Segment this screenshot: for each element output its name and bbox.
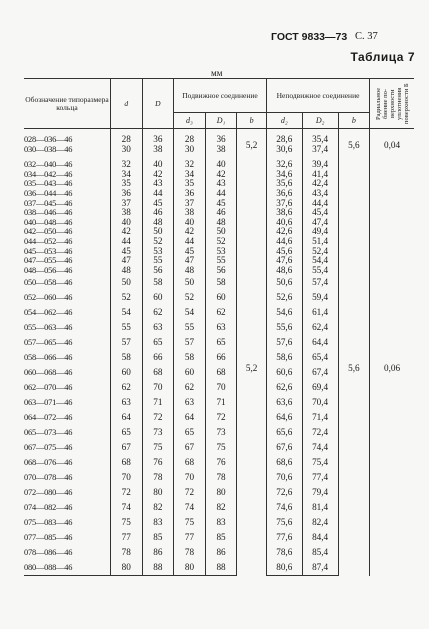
- cell-designation: 078—086—46: [24, 548, 73, 558]
- cell-D1: 72: [205, 410, 237, 425]
- cell-d3: 80: [174, 560, 206, 576]
- cell-D: 65: [142, 335, 174, 350]
- cell-D2: 51,4: [302, 237, 338, 247]
- cell-d: 42: [110, 227, 142, 237]
- cell-designation: 038—046—46: [24, 208, 73, 218]
- cell-D2: 54,4: [302, 256, 338, 266]
- cell-d2: 68,6: [266, 455, 302, 470]
- cell-d3: 60: [174, 365, 206, 380]
- cell-D2: 59,4: [302, 290, 338, 305]
- cell-d2: 50,6: [266, 275, 302, 290]
- cell-d3: 70: [174, 470, 206, 485]
- cell-D: 70: [142, 380, 174, 395]
- cell-D2: 72,4: [302, 425, 338, 440]
- cell-d: 67: [110, 440, 142, 455]
- cell-D: 46: [142, 208, 174, 218]
- cell-designation: 065—073—46: [24, 428, 73, 438]
- cell-designation: 067—075—46: [24, 443, 73, 453]
- designation-header: Обозначение типоразмера кольца: [24, 79, 110, 129]
- cell-D: 82: [142, 500, 174, 515]
- cell-D2: 85,4: [302, 545, 338, 560]
- cell-D1: 45: [205, 199, 237, 209]
- cell-d3: 30: [174, 145, 206, 155]
- D1-header: D₁: [205, 113, 237, 129]
- cell-designation: 055—063—46: [24, 323, 73, 333]
- cell-D2: 41,4: [302, 170, 338, 180]
- cell-d2: 45,6: [266, 247, 302, 257]
- cell-D1: 53: [205, 247, 237, 257]
- cell-designation: 063—071—46: [24, 398, 73, 408]
- cell-designation: 058—066—46: [24, 353, 73, 363]
- cell-D: 80: [142, 485, 174, 500]
- cell-D1: 73: [205, 425, 237, 440]
- cell-D: 72: [142, 410, 174, 425]
- cell-designation: 074—082—46: [24, 503, 73, 513]
- cell-d2: 44,6: [266, 237, 302, 247]
- cell-designation: 080—088—46: [24, 560, 110, 576]
- cell-D1: 71: [205, 395, 237, 410]
- cell-D2: 44,4: [302, 199, 338, 209]
- cell-designation: 047—055—46: [24, 256, 73, 266]
- cell-d2: 75,6: [266, 515, 302, 530]
- cell-D: 85: [142, 530, 174, 545]
- cell-D2: 35,4: [302, 135, 338, 145]
- cell-designation: 034—042—46: [24, 169, 73, 179]
- cell-d3: 36: [174, 189, 206, 199]
- cell-d: 74: [110, 500, 142, 515]
- cell-D1: 78: [205, 470, 237, 485]
- cell-d3: 58: [174, 350, 206, 365]
- cell-designation: 028—036—46: [24, 135, 73, 144]
- cell-designation: 064—072—46: [24, 413, 73, 423]
- cell-d3: 63: [174, 395, 206, 410]
- cell-d: 58: [110, 350, 142, 365]
- cell-d2: 32,6: [266, 160, 302, 170]
- cell-d: 28: [110, 135, 142, 145]
- cell-b2: 5,6: [338, 160, 370, 576]
- cell-d2: 55,6: [266, 320, 302, 335]
- table-body: [24, 129, 414, 576]
- cell-designation: 057—065—46: [24, 338, 73, 348]
- cell-D1: 86: [205, 545, 237, 560]
- cell-D1: 83: [205, 515, 237, 530]
- cell-d2: 77,6: [266, 530, 302, 545]
- cell-d2: 64,6: [266, 410, 302, 425]
- cell-d: 48: [110, 266, 142, 276]
- cell-D1: 56: [205, 266, 237, 276]
- cell-D1: 85: [205, 530, 237, 545]
- cell-d2: 28,6: [266, 135, 302, 145]
- standard-number: ГОСТ 9833—73: [271, 31, 348, 43]
- cell-D1: 58: [205, 275, 237, 290]
- cell-d3: 34: [174, 170, 206, 180]
- cell-D2: 37,4: [302, 145, 338, 155]
- cell-D: 73: [142, 425, 174, 440]
- cell-D: 45: [142, 199, 174, 209]
- cell-d: 47: [110, 256, 142, 266]
- cell-d: 63: [110, 395, 142, 410]
- cell-runout: 0,04: [370, 135, 414, 154]
- cell-D2: 45,4: [302, 208, 338, 218]
- cell-D2: 49,4: [302, 227, 338, 237]
- cell-designation: 037—045—46: [24, 198, 73, 208]
- cell-d: 65: [110, 425, 142, 440]
- cell-designation: 052—060—46: [24, 293, 73, 303]
- cell-D1: 62: [205, 305, 237, 320]
- cell-d: 52: [110, 290, 142, 305]
- cell-d2: 48,6: [266, 266, 302, 276]
- cell-D2: 47,4: [302, 218, 338, 228]
- cell-D1: 38: [205, 145, 237, 155]
- cell-d3: 64: [174, 410, 206, 425]
- cell-D1: 42: [205, 170, 237, 180]
- cell-d3: 45: [174, 247, 206, 257]
- cell-d: 32: [110, 160, 142, 170]
- d-header: d: [110, 79, 142, 129]
- cell-d3: 62: [174, 380, 206, 395]
- cell-D2: 77,4: [302, 470, 338, 485]
- cell-D: 78: [142, 470, 174, 485]
- cell-d3: 35: [174, 179, 206, 189]
- cell-d: 77: [110, 530, 142, 545]
- cell-D1: 68: [205, 365, 237, 380]
- cell-d2: 70,6: [266, 470, 302, 485]
- cell-d2: 57,6: [266, 335, 302, 350]
- cell-D2: 57,4: [302, 275, 338, 290]
- cell-D: 48: [142, 218, 174, 228]
- cell-D1: 88: [205, 560, 237, 576]
- cell-D1: 70: [205, 380, 237, 395]
- cell-D1: 60: [205, 290, 237, 305]
- cell-D2: 75,4: [302, 455, 338, 470]
- D2-header: D₂: [302, 113, 338, 129]
- cell-D2: 39,4: [302, 160, 338, 170]
- cell-D: 88: [142, 560, 174, 576]
- cell-D1: 36: [205, 135, 237, 145]
- cell-D2: 52,4: [302, 247, 338, 257]
- cell-D2: 61,4: [302, 305, 338, 320]
- cell-d: 44: [110, 237, 142, 247]
- cell-D: 63: [142, 320, 174, 335]
- cell-d: 72: [110, 485, 142, 500]
- mobile-joint-header: Подвижное соединение: [174, 79, 267, 113]
- table-title: Таблица 7: [350, 50, 415, 64]
- b-mobile-header: b: [237, 113, 267, 129]
- cell-d2: 35,6: [266, 179, 302, 189]
- cell-D: 86: [142, 545, 174, 560]
- cell-D: 71: [142, 395, 174, 410]
- cell-d3: 28: [174, 135, 206, 145]
- cell-d: 30: [110, 145, 142, 155]
- cell-D: 66: [142, 350, 174, 365]
- cell-d3: 72: [174, 485, 206, 500]
- cell-D2: 70,4: [302, 395, 338, 410]
- cell-d2: 34,6: [266, 170, 302, 180]
- cell-d2: 40,6: [266, 218, 302, 228]
- cell-d3: 78: [174, 545, 206, 560]
- cell-d2: 65,6: [266, 425, 302, 440]
- cell-D: 52: [142, 237, 174, 247]
- cell-d2: 67,6: [266, 440, 302, 455]
- cell-d3: 67: [174, 440, 206, 455]
- cell-D2: 81,4: [302, 500, 338, 515]
- cell-D2: 87,4: [302, 560, 338, 576]
- cell-D1: 46: [205, 208, 237, 218]
- cell-d2: 38,6: [266, 208, 302, 218]
- cell-d3: 48: [174, 266, 206, 276]
- cell-D: 58: [142, 275, 174, 290]
- cell-d: 34: [110, 170, 142, 180]
- cell-designation: 032—040—46: [24, 160, 73, 170]
- cell-d3: 37: [174, 199, 206, 209]
- cell-d2: 54,6: [266, 305, 302, 320]
- cell-d: 54: [110, 305, 142, 320]
- cell-d: 75: [110, 515, 142, 530]
- seal-dimensions-table: [24, 78, 414, 576]
- cell-d: 38: [110, 208, 142, 218]
- cell-d: 57: [110, 335, 142, 350]
- cell-d3: 68: [174, 455, 206, 470]
- cell-D: 36: [142, 135, 174, 145]
- cell-d3: 65: [174, 425, 206, 440]
- cell-D: 43: [142, 179, 174, 189]
- cell-D1: 48: [205, 218, 237, 228]
- cell-d3: 77: [174, 530, 206, 545]
- cell-d3: 32: [174, 160, 206, 170]
- cell-d: 60: [110, 365, 142, 380]
- cell-d3: 38: [174, 208, 206, 218]
- cell-d: 80: [110, 560, 142, 576]
- cell-designation: 045—053—46: [24, 246, 73, 256]
- cell-designation: 050—058—46: [24, 278, 73, 288]
- page-number: С. 37: [355, 31, 378, 42]
- cell-D: 75: [142, 440, 174, 455]
- cell-D1: 82: [205, 500, 237, 515]
- cell-D: 60: [142, 290, 174, 305]
- cell-D2: 84,4: [302, 530, 338, 545]
- cell-designation: 077—085—46: [24, 533, 73, 543]
- cell-D2: 62,4: [302, 320, 338, 335]
- cell-D: 83: [142, 515, 174, 530]
- cell-d3: 74: [174, 500, 206, 515]
- cell-d3: 54: [174, 305, 206, 320]
- cell-D1: 75: [205, 440, 237, 455]
- cell-d2: 58,6: [266, 350, 302, 365]
- cell-D: 76: [142, 455, 174, 470]
- cell-d: 55: [110, 320, 142, 335]
- cell-d: 68: [110, 455, 142, 470]
- cell-d3: 75: [174, 515, 206, 530]
- cell-d: 64: [110, 410, 142, 425]
- cell-D2: 43,4: [302, 189, 338, 199]
- cell-d2: 47,6: [266, 256, 302, 266]
- cell-D: 50: [142, 227, 174, 237]
- cell-d3: 44: [174, 237, 206, 247]
- cell-d2: 72,6: [266, 485, 302, 500]
- cell-b2: 5,6: [338, 135, 370, 154]
- cell-d: 50: [110, 275, 142, 290]
- cell-D1: 76: [205, 455, 237, 470]
- cell-D2: 74,4: [302, 440, 338, 455]
- cell-D2: 82,4: [302, 515, 338, 530]
- cell-d3: 52: [174, 290, 206, 305]
- d3-header: d₃: [174, 113, 206, 129]
- cell-d2: 36,6: [266, 189, 302, 199]
- cell-D: 53: [142, 247, 174, 257]
- cell-designation: 060—068—46: [24, 368, 73, 378]
- cell-D1: 80: [205, 485, 237, 500]
- D-header: D: [142, 79, 174, 129]
- cell-D1: 52: [205, 237, 237, 247]
- cell-D1: 65: [205, 335, 237, 350]
- cell-d2: 78,6: [266, 545, 302, 560]
- cell-designation: 042—050—46: [24, 227, 73, 237]
- cell-d2: 63,6: [266, 395, 302, 410]
- cell-d2: 37,6: [266, 199, 302, 209]
- cell-D2: 42,4: [302, 179, 338, 189]
- cell-d2: 42,6: [266, 227, 302, 237]
- cell-designation: 030—038—46: [24, 144, 73, 154]
- cell-d: 62: [110, 380, 142, 395]
- cell-D: 40: [142, 160, 174, 170]
- cell-b: 5,2: [237, 160, 267, 576]
- cell-designation: 070—078—46: [24, 473, 73, 483]
- cell-d3: 40: [174, 218, 206, 228]
- cell-D: 42: [142, 170, 174, 180]
- cell-d2: 74,6: [266, 500, 302, 515]
- cell-d3: 57: [174, 335, 206, 350]
- cell-d3: 47: [174, 256, 206, 266]
- cell-designation: 054—062—46: [24, 308, 73, 318]
- fixed-joint-header: Неподвижное соединение: [266, 79, 369, 113]
- cell-d: 37: [110, 199, 142, 209]
- cell-designation: 062—070—46: [24, 383, 73, 393]
- cell-D: 62: [142, 305, 174, 320]
- cell-d2: 52,6: [266, 290, 302, 305]
- cell-D2: 65,4: [302, 350, 338, 365]
- cell-d: 36: [110, 189, 142, 199]
- b-fixed-header: b: [338, 113, 370, 129]
- cell-designation: 035—043—46: [24, 179, 73, 189]
- cell-d2: 60,6: [266, 365, 302, 380]
- cell-designation: 075—083—46: [24, 518, 73, 528]
- cell-designation: 048—056—46: [24, 265, 73, 275]
- d2-header: d₂: [266, 113, 302, 129]
- cell-d2: 80,6: [266, 560, 302, 576]
- cell-d3: 55: [174, 320, 206, 335]
- cell-D2: 71,4: [302, 410, 338, 425]
- cell-designation: 072—080—46: [24, 488, 73, 498]
- cell-d: 40: [110, 218, 142, 228]
- cell-d: 78: [110, 545, 142, 560]
- cell-b: 5,2: [237, 135, 267, 154]
- cell-designation: 068—076—46: [24, 458, 73, 468]
- cell-D1: 55: [205, 256, 237, 266]
- cell-D: 55: [142, 256, 174, 266]
- cell-runout: 0,06: [370, 160, 414, 576]
- cell-D: 44: [142, 189, 174, 199]
- cell-designation: 044—052—46: [24, 236, 73, 246]
- cell-D1: 63: [205, 320, 237, 335]
- cell-d2: 30,6: [266, 145, 302, 155]
- cell-D: 38: [142, 145, 174, 155]
- cell-designation: 036—044—46: [24, 188, 73, 198]
- cell-D1: 50: [205, 227, 237, 237]
- cell-D2: 67,4: [302, 365, 338, 380]
- cell-D2: 55,4: [302, 266, 338, 276]
- cell-D1: 44: [205, 189, 237, 199]
- cell-D2: 69,4: [302, 380, 338, 395]
- cell-d3: 42: [174, 227, 206, 237]
- cell-D2: 64,4: [302, 335, 338, 350]
- cell-d: 45: [110, 247, 142, 257]
- cell-D: 56: [142, 266, 174, 276]
- cell-D1: 40: [205, 160, 237, 170]
- runout-header: Радиальное биение по-верхности уплотнения поверхности Б: [370, 79, 414, 129]
- cell-d: 35: [110, 179, 142, 189]
- cell-D2: 79,4: [302, 485, 338, 500]
- cell-d2: 62,6: [266, 380, 302, 395]
- units-label: мм: [211, 68, 223, 78]
- cell-d3: 50: [174, 275, 206, 290]
- cell-D: 68: [142, 365, 174, 380]
- cell-D1: 43: [205, 179, 237, 189]
- cell-designation: 040—048—46: [24, 217, 73, 227]
- cell-d: 70: [110, 470, 142, 485]
- cell-D1: 66: [205, 350, 237, 365]
